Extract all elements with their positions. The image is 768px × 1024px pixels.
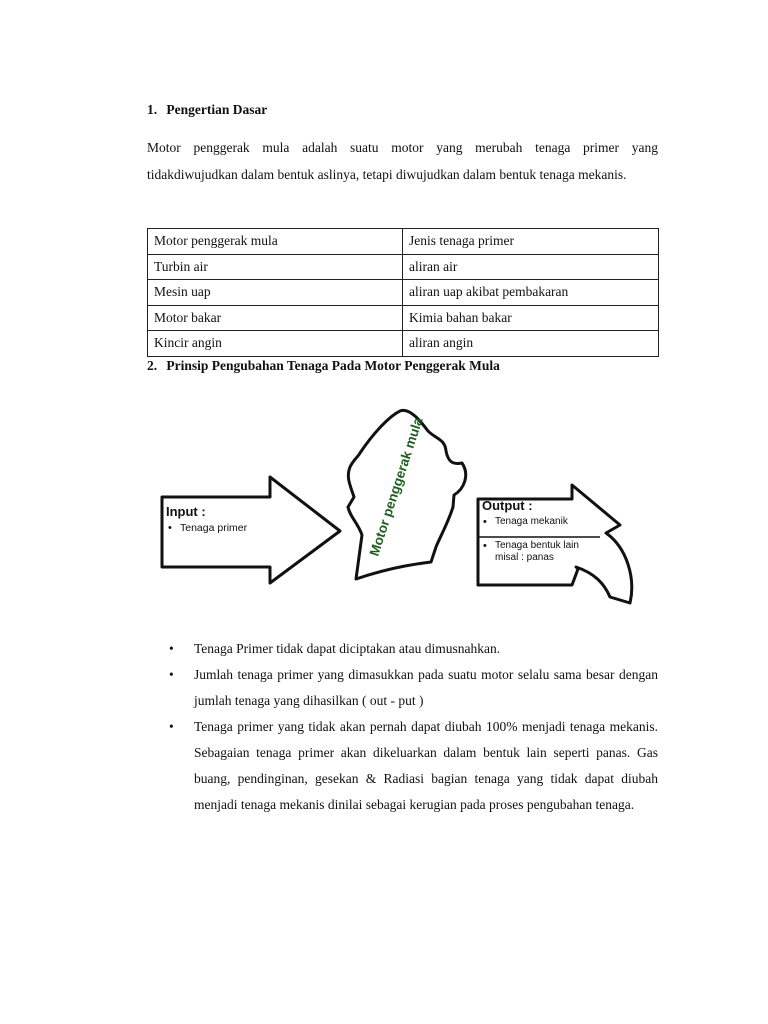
bullet-icon: •	[483, 516, 487, 528]
bullet-icon: •	[168, 522, 172, 534]
section-2-title: Prinsip Pengubahan Tenaga Pada Motor Penggerak Mula	[166, 358, 500, 373]
input-item: Tenaga primer	[180, 522, 248, 534]
table-row	[148, 305, 659, 331]
output-item-2-line-2: misal : panas	[495, 552, 554, 563]
table-cell: Mesin uap	[148, 280, 403, 306]
table-row	[148, 280, 659, 306]
table-cell: Motor penggerak mula	[148, 229, 403, 255]
section-1-number: 1.	[147, 102, 158, 117]
input-title: Input :	[166, 504, 206, 519]
table-cell: Jenis tenaga primer	[403, 229, 659, 255]
center-label: Motor penggerak mula	[366, 415, 426, 558]
output-item-1: Tenaga mekanik	[495, 516, 568, 527]
table-cell: aliran angin	[403, 331, 659, 357]
energy-conversion-diagram	[160, 405, 650, 610]
table-cell: aliran air	[403, 254, 659, 280]
definition-paragraph: Motor penggerak mula adalah suatu motor yang merubah tenaga primer yang tidakdiwujudkan dalam bentuk aslinya, tetapi diwujudkan dalam bentuk tenaga mekanis.	[147, 140, 658, 182]
output-item-2-line-1: Tenaga bentuk lain	[495, 540, 579, 551]
table-cell: Kincir angin	[148, 331, 403, 357]
section-1-heading	[147, 102, 267, 118]
table-row	[148, 254, 659, 280]
section-2-heading	[147, 358, 500, 374]
table-cell: Kimia bahan bakar	[403, 305, 659, 331]
prime-mover-table	[147, 228, 659, 357]
table-row	[148, 331, 659, 357]
table-row	[148, 229, 659, 255]
section-2-number: 2.	[147, 358, 158, 373]
list-item: • Jumlah tenaga primer yang dimasukkan pada suatu motor selalu sama besar dengan jumlah tenaga yang dihasilkan ( out - put )	[147, 662, 658, 714]
section-1-title: Pengertian Dasar	[166, 102, 268, 117]
table-cell: Motor bakar	[148, 305, 403, 331]
list-item: • Tenaga Primer tidak dapat diciptakan atau dimusnahkan.	[147, 636, 658, 662]
output-title: Output :	[482, 498, 533, 513]
list-item: • Tenaga primer yang tidak akan pernah dapat diubah 100% menjadi tenaga mekanis. Sebagaian tenaga primer akan dikeluarkan dalam bentuk lain seperti panas. Gas buang, pendinginan, gesekan & Radiasi bagian tenaga yang tidak dapat diubah menjadi tenaga mekanis dinilai sebagai kerugian pada proses pengubahan tenaga.	[147, 714, 658, 818]
table-cell: aliran uap akibat pembakaran	[403, 280, 659, 306]
table-cell: Turbin air	[148, 254, 403, 280]
bullet-icon: •	[483, 540, 487, 552]
principles-list	[147, 636, 658, 818]
